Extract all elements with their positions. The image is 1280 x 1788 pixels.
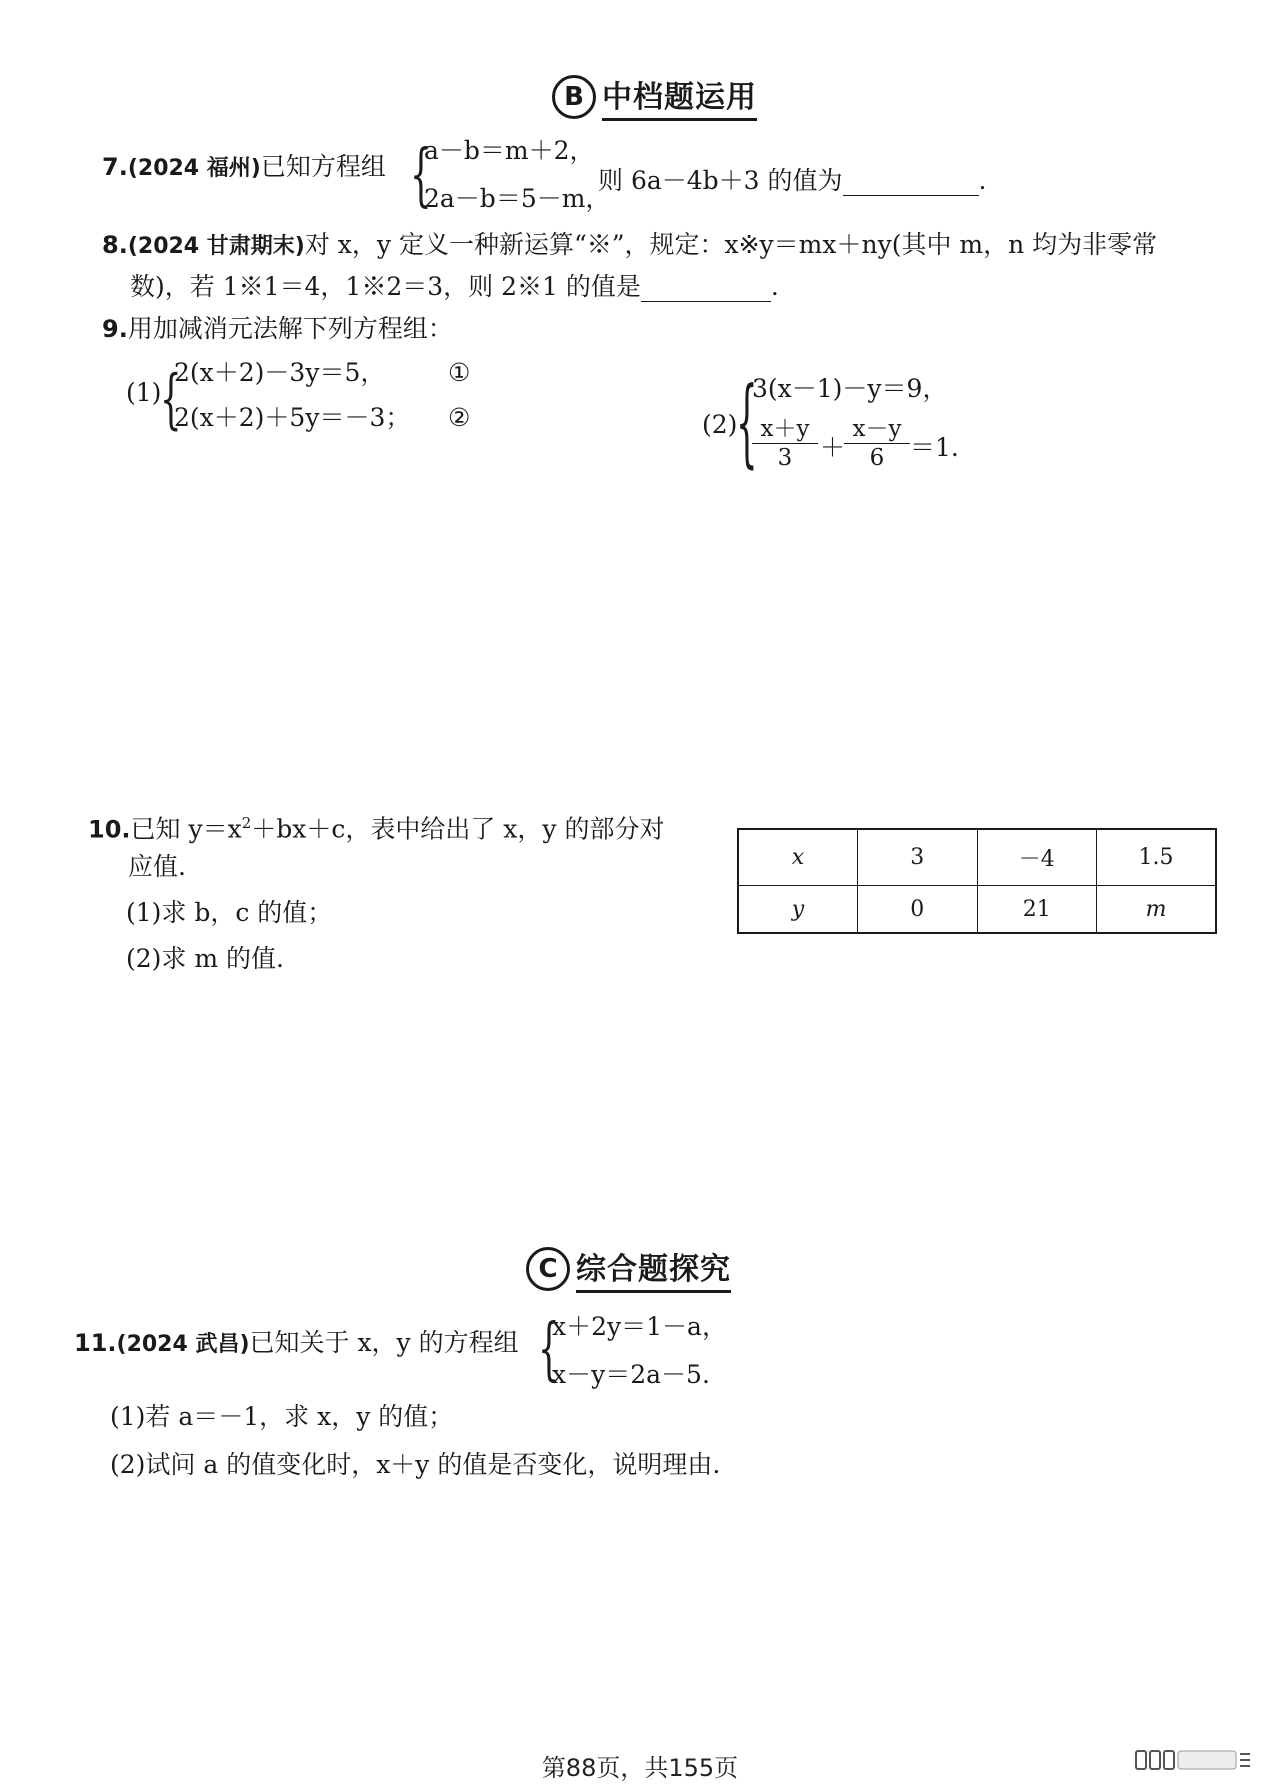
system-brace: { — [736, 368, 758, 480]
question-8 — [102, 230, 1157, 262]
question-text: 对 x，y 定义一种新运算“※”，规定：x※y＝mx＋ny(其中 m，n 均为非零常 — [304, 230, 1158, 259]
equation: 3(x－1)－y＝9， — [752, 374, 948, 403]
section-badge-b: B — [552, 75, 596, 119]
question-number: 7. — [102, 153, 128, 181]
fraction-denominator: 3 — [777, 445, 793, 471]
fraction-bar — [844, 443, 910, 444]
subquestion: (1)若 a＝－1，求 x，y 的值； — [110, 1402, 454, 1431]
section-c-header — [526, 1244, 731, 1293]
period: . — [978, 166, 987, 195]
section-b-header — [552, 72, 757, 121]
fraction-bar — [752, 443, 818, 444]
fraction-denominator: 6 — [869, 445, 885, 471]
equation-marker: ② — [448, 403, 471, 432]
question-text: ＋bx＋c，表中给出了 x，y 的部分对 — [251, 814, 665, 844]
question-8-line2 — [130, 272, 779, 302]
answer-blank — [641, 273, 771, 302]
table-cell: m — [1097, 886, 1217, 933]
equation: 2(x＋2)＋5y＝－3； — [174, 403, 411, 432]
subquestion-label: (2) — [702, 410, 738, 439]
question-text: 应值. — [128, 852, 186, 881]
table-cell: 1.5 — [1097, 829, 1217, 886]
question-text — [598, 166, 986, 196]
page-indicator: 第88页，共155页 — [541, 1754, 739, 1782]
table-cell: －4 — [977, 829, 1097, 886]
question-text-tail: 则 6a－4b＋3 的值为 — [598, 166, 843, 195]
question-7 — [102, 152, 386, 184]
equation: x－y＝2a－5. — [552, 1360, 710, 1389]
equation-marker: ① — [448, 358, 471, 387]
fraction — [752, 416, 818, 471]
answer-blank — [843, 167, 979, 196]
equation: 2(x＋2)－3y＝5， — [174, 358, 386, 387]
question-text: 数)，若 1※1＝4，1※2＝3，则 2※1 的值是 — [130, 272, 641, 301]
section-title-c: 综合题探究 — [576, 1244, 731, 1293]
table-row — [738, 829, 1216, 886]
system-brace: { — [160, 362, 182, 438]
section-badge-c: C — [526, 1247, 570, 1291]
equation: a－b＝m＋2， — [424, 136, 595, 165]
table-cell: x — [738, 829, 858, 886]
fraction-numerator: x＋y — [760, 416, 810, 442]
period: . — [770, 272, 779, 301]
question-text: 已知方程组 — [260, 152, 386, 181]
question-source: (2024 福州) — [127, 156, 261, 181]
question-source: (2024 武昌) — [116, 1332, 250, 1357]
value-table — [737, 828, 1217, 934]
table-cell: 3 — [858, 829, 978, 886]
question-text: 用加减消元法解下列方程组： — [127, 314, 453, 343]
question-11 — [74, 1328, 519, 1360]
subquestion: (2)求 m 的值. — [126, 944, 284, 973]
superscript: 2 — [241, 814, 252, 832]
question-text: 已知关于 x，y 的方程组 — [249, 1328, 519, 1357]
equation-rhs: ＝1. — [910, 433, 959, 462]
question-number: 9. — [102, 315, 128, 343]
subquestion-label: (1) — [126, 378, 162, 407]
equation: x＋2y＝1－a， — [552, 1312, 727, 1341]
table-cell: 0 — [858, 886, 978, 933]
equation: 2a－b＝5－m， — [424, 184, 611, 213]
question-text: 已知 y＝x — [130, 814, 242, 844]
subquestion: (1)求 b，c 的值； — [126, 898, 333, 927]
plus-sign: ＋ — [820, 433, 846, 462]
table-cell: y — [738, 886, 858, 933]
question-number: 10. — [88, 815, 131, 844]
question-number: 8. — [102, 231, 128, 259]
scroll-bar-icon — [1134, 1747, 1252, 1773]
question-number: 11. — [74, 1329, 117, 1357]
question-9 — [102, 314, 453, 344]
table-cell: 21 — [977, 886, 1097, 933]
system-brace: { — [538, 1310, 560, 1390]
fraction — [844, 416, 910, 471]
section-title-b: 中档题运用 — [602, 72, 757, 121]
subquestion: (2)试问 a 的值变化时，x＋y 的值是否变化，说明理由. — [110, 1450, 721, 1479]
table-row — [738, 886, 1216, 933]
question-source: (2024 甘肃期末) — [127, 234, 305, 259]
question-10 — [88, 808, 664, 844]
fraction-numerator: x－y — [852, 416, 902, 442]
system-brace: { — [410, 136, 432, 216]
page-scroll-control[interactable] — [1134, 1747, 1252, 1773]
